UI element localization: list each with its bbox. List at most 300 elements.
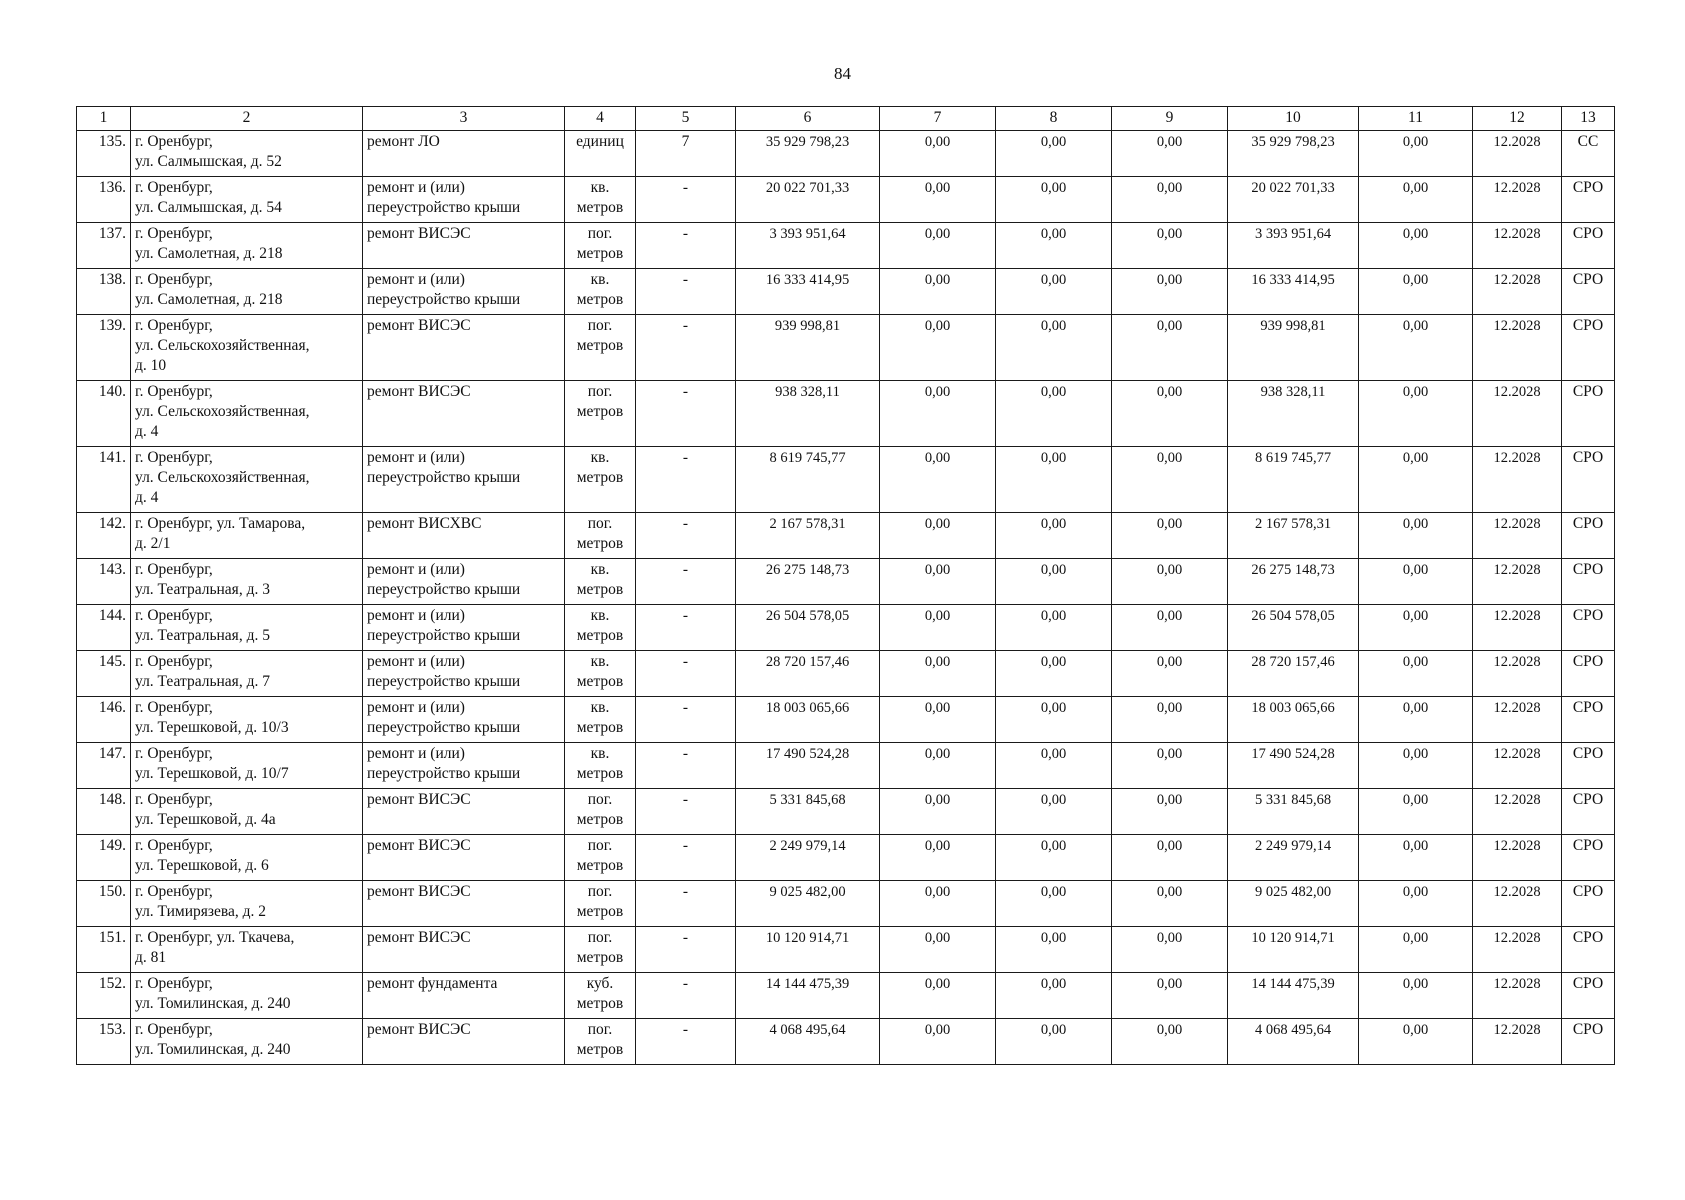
table-row (77, 223, 1615, 269)
unit-line: метров (576, 811, 624, 828)
total-cost-cell: 938 328,11 (736, 381, 880, 447)
fund-cell-8: 0,00 (996, 835, 1112, 881)
address-cell (131, 1019, 363, 1065)
fund-cell-9: 0,00 (1112, 381, 1228, 447)
fund-cell-10: 5 331 845,68 (1228, 789, 1359, 835)
address-line: д. 2/1 (135, 535, 171, 552)
fund-cell-8: 0,00 (996, 315, 1112, 381)
fund-cell-7: 0,00 (880, 131, 996, 177)
fund-cell-7: 0,00 (880, 605, 996, 651)
table-row (77, 559, 1615, 605)
unit-line: кв. (590, 271, 610, 288)
unit-line: метров (576, 949, 624, 966)
fund-cell-11: 0,00 (1359, 381, 1473, 447)
fund-cell-11: 0,00 (1359, 177, 1473, 223)
deadline-cell: 12.2028 (1473, 447, 1562, 513)
fund-cell-8: 0,00 (996, 651, 1112, 697)
column-header: 12 (1473, 107, 1562, 131)
work-type-line: ремонт и (или) (367, 179, 465, 196)
table-row (77, 835, 1615, 881)
row-number-cell: 140. (77, 381, 131, 447)
work-type-line: переустройство крыши (367, 673, 521, 690)
address-line: г. Оренбург, (135, 449, 213, 466)
table-row (77, 131, 1615, 177)
address-line: г. Оренбург, ул. Тамарова, (135, 515, 306, 532)
fund-type-cell: СС (1562, 131, 1615, 177)
fund-cell-7: 0,00 (880, 269, 996, 315)
address-line: д. 81 (135, 949, 167, 966)
total-cost-cell: 939 998,81 (736, 315, 880, 381)
total-cost-cell: 20 022 701,33 (736, 177, 880, 223)
row-number-cell: 142. (77, 513, 131, 559)
address-cell (131, 927, 363, 973)
fund-type-cell: СРО (1562, 605, 1615, 651)
total-cost-cell: 16 333 414,95 (736, 269, 880, 315)
work-type-line: ремонт и (или) (367, 561, 465, 578)
address-line: г. Оренбург, (135, 653, 213, 670)
fund-type-cell: СРО (1562, 269, 1615, 315)
fund-cell-11: 0,00 (1359, 605, 1473, 651)
fund-type-cell: СРО (1562, 927, 1615, 973)
unit-line: метров (576, 291, 624, 308)
unit-line: метров (576, 673, 624, 690)
fund-cell-11: 0,00 (1359, 973, 1473, 1019)
work-type-line: ремонт и (или) (367, 699, 465, 716)
address-line: г. Оренбург, (135, 883, 213, 900)
work-type-line: ремонт ВИСЭС (367, 225, 471, 242)
fund-cell-7: 0,00 (880, 177, 996, 223)
fund-cell-8: 0,00 (996, 927, 1112, 973)
fund-cell-10: 35 929 798,23 (1228, 131, 1359, 177)
deadline-cell: 12.2028 (1473, 559, 1562, 605)
fund-type-cell: СРО (1562, 881, 1615, 927)
unit-line: пог. (587, 383, 613, 400)
table-row (77, 513, 1615, 559)
fund-cell-8: 0,00 (996, 973, 1112, 1019)
fund-cell-7: 0,00 (880, 881, 996, 927)
unit-line: пог. (587, 225, 613, 242)
fund-cell-9: 0,00 (1112, 835, 1228, 881)
fund-type-cell: СРО (1562, 447, 1615, 513)
row-number-cell: 136. (77, 177, 131, 223)
row-number-cell: 135. (77, 131, 131, 177)
work-type-line: ремонт и (или) (367, 607, 465, 624)
table-row (77, 315, 1615, 381)
fund-type-cell: СРО (1562, 381, 1615, 447)
address-cell (131, 651, 363, 697)
fund-type-cell: СРО (1562, 743, 1615, 789)
work-type-line: переустройство крыши (367, 291, 521, 308)
work-type-line: ремонт ЛО (367, 133, 440, 150)
unit-line: метров (576, 1041, 624, 1058)
address-cell (131, 513, 363, 559)
fund-type-cell: СРО (1562, 177, 1615, 223)
fund-cell-8: 0,00 (996, 697, 1112, 743)
fund-cell-11: 0,00 (1359, 1019, 1473, 1065)
address-line: д. 4 (135, 489, 159, 506)
address-line: г. Оренбург, (135, 561, 213, 578)
unit-line: пог. (587, 317, 613, 334)
quantity-cell: - (636, 381, 736, 447)
repair-program-table (76, 106, 1615, 1065)
work-type-line: ремонт и (или) (367, 745, 465, 762)
page-number: 84 (834, 64, 851, 83)
quantity-cell: - (636, 1019, 736, 1065)
address-line: г. Оренбург, (135, 837, 213, 854)
deadline-cell: 12.2028 (1473, 697, 1562, 743)
quantity-cell: - (636, 269, 736, 315)
fund-cell-10: 2 167 578,31 (1228, 513, 1359, 559)
fund-cell-8: 0,00 (996, 269, 1112, 315)
fund-type-cell: СРО (1562, 315, 1615, 381)
work-type-cell (363, 559, 565, 605)
address-cell (131, 743, 363, 789)
row-number-cell: 144. (77, 605, 131, 651)
work-type-line: ремонт ВИСЭС (367, 383, 471, 400)
fund-cell-8: 0,00 (996, 881, 1112, 927)
fund-cell-11: 0,00 (1359, 269, 1473, 315)
work-type-line: ремонт ВИСЭС (367, 883, 471, 900)
unit-cell (565, 927, 636, 973)
unit-cell (565, 973, 636, 1019)
quantity-cell: - (636, 605, 736, 651)
quantity-cell: - (636, 223, 736, 269)
unit-cell (565, 881, 636, 927)
address-cell (131, 131, 363, 177)
quantity-cell: - (636, 559, 736, 605)
unit-line: метров (576, 535, 624, 552)
work-type-cell (363, 131, 565, 177)
fund-cell-10: 14 144 475,39 (1228, 973, 1359, 1019)
table-row (77, 1019, 1615, 1065)
address-line: ул. Терешковой, д. 6 (135, 857, 269, 874)
fund-cell-8: 0,00 (996, 513, 1112, 559)
unit-line: метров (576, 995, 624, 1012)
address-line: ул. Салмышская, д. 54 (135, 199, 282, 216)
address-line: г. Оренбург, (135, 383, 213, 400)
address-line: ул. Театральная, д. 7 (135, 673, 270, 690)
work-type-line: ремонт фундамента (367, 975, 498, 992)
unit-line: пог. (587, 515, 613, 532)
total-cost-cell: 35 929 798,23 (736, 131, 880, 177)
fund-cell-7: 0,00 (880, 223, 996, 269)
fund-cell-10: 18 003 065,66 (1228, 697, 1359, 743)
unit-line: пог. (587, 883, 613, 900)
column-header: 11 (1359, 107, 1473, 131)
address-line: д. 10 (135, 357, 167, 374)
quantity-cell: - (636, 973, 736, 1019)
address-line: г. Оренбург, (135, 271, 213, 288)
total-cost-cell: 14 144 475,39 (736, 973, 880, 1019)
total-cost-cell: 26 504 578,05 (736, 605, 880, 651)
work-type-line: переустройство крыши (367, 469, 521, 486)
row-number-cell: 150. (77, 881, 131, 927)
quantity-cell: - (636, 927, 736, 973)
unit-cell (565, 513, 636, 559)
quantity-cell: 7 (636, 131, 736, 177)
fund-cell-8: 0,00 (996, 223, 1112, 269)
column-header: 5 (636, 107, 736, 131)
unit-line: метров (576, 719, 624, 736)
work-type-cell (363, 605, 565, 651)
fund-cell-11: 0,00 (1359, 835, 1473, 881)
unit-line: пог. (587, 1021, 613, 1038)
fund-cell-11: 0,00 (1359, 789, 1473, 835)
address-line: г. Оренбург, (135, 133, 213, 150)
table-row (77, 269, 1615, 315)
fund-cell-7: 0,00 (880, 927, 996, 973)
column-header: 2 (131, 107, 363, 131)
work-type-line: ремонт ВИСЭС (367, 1021, 471, 1038)
work-type-cell (363, 381, 565, 447)
quantity-cell: - (636, 835, 736, 881)
unit-line: кв. (590, 699, 610, 716)
unit-cell (565, 381, 636, 447)
unit-line: метров (576, 857, 624, 874)
work-type-line: переустройство крыши (367, 765, 521, 782)
deadline-cell: 12.2028 (1473, 651, 1562, 697)
fund-cell-7: 0,00 (880, 743, 996, 789)
total-cost-cell: 2 167 578,31 (736, 513, 880, 559)
row-number-cell: 151. (77, 927, 131, 973)
work-type-cell (363, 697, 565, 743)
total-cost-cell: 18 003 065,66 (736, 697, 880, 743)
fund-cell-10: 20 022 701,33 (1228, 177, 1359, 223)
fund-cell-8: 0,00 (996, 743, 1112, 789)
fund-cell-8: 0,00 (996, 1019, 1112, 1065)
column-number-row (77, 107, 1615, 131)
fund-cell-8: 0,00 (996, 381, 1112, 447)
table-row (77, 743, 1615, 789)
work-type-cell (363, 743, 565, 789)
work-type-line: переустройство крыши (367, 581, 521, 598)
address-line: ул. Самолетная, д. 218 (135, 245, 283, 262)
address-line: г. Оренбург, ул. Ткачева, (135, 929, 295, 946)
unit-line: метров (576, 627, 624, 644)
fund-cell-10: 938 328,11 (1228, 381, 1359, 447)
address-line: ул. Сельскохозяйственная, (135, 469, 310, 486)
work-type-cell (363, 223, 565, 269)
unit-line: метров (576, 199, 624, 216)
fund-cell-10: 26 275 148,73 (1228, 559, 1359, 605)
total-cost-cell: 28 720 157,46 (736, 651, 880, 697)
total-cost-cell: 9 025 482,00 (736, 881, 880, 927)
fund-cell-9: 0,00 (1112, 131, 1228, 177)
fund-type-cell: СРО (1562, 835, 1615, 881)
fund-cell-11: 0,00 (1359, 651, 1473, 697)
row-number-cell: 148. (77, 789, 131, 835)
row-number-cell: 147. (77, 743, 131, 789)
fund-cell-9: 0,00 (1112, 605, 1228, 651)
fund-cell-11: 0,00 (1359, 223, 1473, 269)
unit-cell (565, 315, 636, 381)
deadline-cell: 12.2028 (1473, 835, 1562, 881)
fund-cell-9: 0,00 (1112, 1019, 1228, 1065)
fund-cell-10: 10 120 914,71 (1228, 927, 1359, 973)
work-type-line: ремонт ВИСЭС (367, 929, 471, 946)
quantity-cell: - (636, 315, 736, 381)
unit-line: кв. (590, 179, 610, 196)
address-cell (131, 381, 363, 447)
deadline-cell: 12.2028 (1473, 223, 1562, 269)
unit-cell (565, 743, 636, 789)
unit-cell (565, 1019, 636, 1065)
address-line: ул. Терешковой, д. 10/3 (135, 719, 289, 736)
deadline-cell: 12.2028 (1473, 269, 1562, 315)
unit-cell (565, 447, 636, 513)
address-line: ул. Театральная, д. 3 (135, 581, 270, 598)
address-line: г. Оренбург, (135, 1021, 213, 1038)
fund-cell-9: 0,00 (1112, 447, 1228, 513)
table-row (77, 447, 1615, 513)
quantity-cell: - (636, 743, 736, 789)
total-cost-cell: 4 068 495,64 (736, 1019, 880, 1065)
deadline-cell: 12.2028 (1473, 605, 1562, 651)
address-cell (131, 559, 363, 605)
column-header: 6 (736, 107, 880, 131)
fund-cell-9: 0,00 (1112, 697, 1228, 743)
deadline-cell: 12.2028 (1473, 881, 1562, 927)
address-cell (131, 697, 363, 743)
row-number-cell: 146. (77, 697, 131, 743)
work-type-cell (363, 835, 565, 881)
fund-cell-9: 0,00 (1112, 789, 1228, 835)
quantity-cell: - (636, 513, 736, 559)
unit-line: метров (576, 903, 624, 920)
fund-type-cell: СРО (1562, 789, 1615, 835)
unit-line: куб. (586, 975, 614, 992)
unit-line: кв. (590, 653, 610, 670)
quantity-cell: - (636, 651, 736, 697)
table-body (77, 131, 1615, 1065)
address-line: д. 4 (135, 423, 159, 440)
unit-cell (565, 559, 636, 605)
unit-cell (565, 131, 636, 177)
address-line: г. Оренбург, (135, 791, 213, 808)
unit-line: кв. (590, 745, 610, 762)
fund-cell-7: 0,00 (880, 381, 996, 447)
unit-cell (565, 223, 636, 269)
row-number-cell: 137. (77, 223, 131, 269)
column-header: 4 (565, 107, 636, 131)
row-number-cell: 145. (77, 651, 131, 697)
fund-cell-7: 0,00 (880, 973, 996, 1019)
work-type-cell (363, 269, 565, 315)
work-type-line: ремонт и (или) (367, 449, 465, 466)
fund-cell-8: 0,00 (996, 447, 1112, 513)
fund-cell-9: 0,00 (1112, 743, 1228, 789)
fund-cell-7: 0,00 (880, 789, 996, 835)
total-cost-cell: 10 120 914,71 (736, 927, 880, 973)
total-cost-cell: 26 275 148,73 (736, 559, 880, 605)
table-row (77, 177, 1615, 223)
address-line: г. Оренбург, (135, 179, 213, 196)
address-cell (131, 835, 363, 881)
address-line: ул. Сельскохозяйственная, (135, 337, 310, 354)
table-row (77, 697, 1615, 743)
fund-cell-7: 0,00 (880, 651, 996, 697)
table-row (77, 381, 1615, 447)
column-header: 10 (1228, 107, 1359, 131)
table-row (77, 605, 1615, 651)
fund-type-cell: СРО (1562, 513, 1615, 559)
table-row (77, 651, 1615, 697)
fund-cell-9: 0,00 (1112, 559, 1228, 605)
row-number-cell: 149. (77, 835, 131, 881)
work-type-cell (363, 315, 565, 381)
address-line: ул. Тимирязева, д. 2 (135, 903, 267, 920)
fund-cell-11: 0,00 (1359, 447, 1473, 513)
work-type-cell (363, 651, 565, 697)
address-cell (131, 269, 363, 315)
row-number-cell: 153. (77, 1019, 131, 1065)
fund-cell-11: 0,00 (1359, 131, 1473, 177)
address-line: ул. Терешковой, д. 4а (135, 811, 276, 828)
address-cell (131, 223, 363, 269)
unit-line: кв. (590, 607, 610, 624)
work-type-cell (363, 447, 565, 513)
address-cell (131, 605, 363, 651)
address-line: ул. Томилинская, д. 240 (135, 1041, 291, 1058)
fund-cell-9: 0,00 (1112, 973, 1228, 1019)
deadline-cell: 12.2028 (1473, 1019, 1562, 1065)
work-type-cell (363, 177, 565, 223)
fund-cell-7: 0,00 (880, 559, 996, 605)
fund-cell-7: 0,00 (880, 447, 996, 513)
fund-cell-10: 939 998,81 (1228, 315, 1359, 381)
unit-line: метров (576, 337, 624, 354)
table-row (77, 927, 1615, 973)
row-number-cell: 143. (77, 559, 131, 605)
address-line: ул. Томилинская, д. 240 (135, 995, 291, 1012)
table-row (77, 881, 1615, 927)
address-line: г. Оренбург, (135, 225, 213, 242)
fund-cell-11: 0,00 (1359, 927, 1473, 973)
address-line: г. Оренбург, (135, 699, 213, 716)
deadline-cell: 12.2028 (1473, 131, 1562, 177)
work-type-line: переустройство крыши (367, 199, 521, 216)
fund-cell-10: 4 068 495,64 (1228, 1019, 1359, 1065)
address-line: г. Оренбург, (135, 745, 213, 762)
fund-cell-7: 0,00 (880, 697, 996, 743)
deadline-cell: 12.2028 (1473, 789, 1562, 835)
table-row (77, 973, 1615, 1019)
unit-line: метров (576, 581, 624, 598)
fund-cell-7: 0,00 (880, 1019, 996, 1065)
quantity-cell: - (636, 789, 736, 835)
column-header: 8 (996, 107, 1112, 131)
row-number-cell: 152. (77, 973, 131, 1019)
fund-cell-8: 0,00 (996, 559, 1112, 605)
row-number-cell: 138. (77, 269, 131, 315)
unit-cell (565, 177, 636, 223)
work-type-cell (363, 927, 565, 973)
address-cell (131, 315, 363, 381)
fund-cell-11: 0,00 (1359, 315, 1473, 381)
fund-cell-10: 3 393 951,64 (1228, 223, 1359, 269)
fund-type-cell: СРО (1562, 651, 1615, 697)
fund-cell-9: 0,00 (1112, 927, 1228, 973)
work-type-cell (363, 789, 565, 835)
fund-cell-11: 0,00 (1359, 697, 1473, 743)
unit-cell (565, 835, 636, 881)
fund-cell-11: 0,00 (1359, 881, 1473, 927)
deadline-cell: 12.2028 (1473, 315, 1562, 381)
work-type-line: ремонт ВИСЭС (367, 317, 471, 334)
work-type-line: ремонт ВИСЭС (367, 837, 471, 854)
unit-line: единиц (576, 133, 624, 150)
unit-line: кв. (590, 449, 610, 466)
